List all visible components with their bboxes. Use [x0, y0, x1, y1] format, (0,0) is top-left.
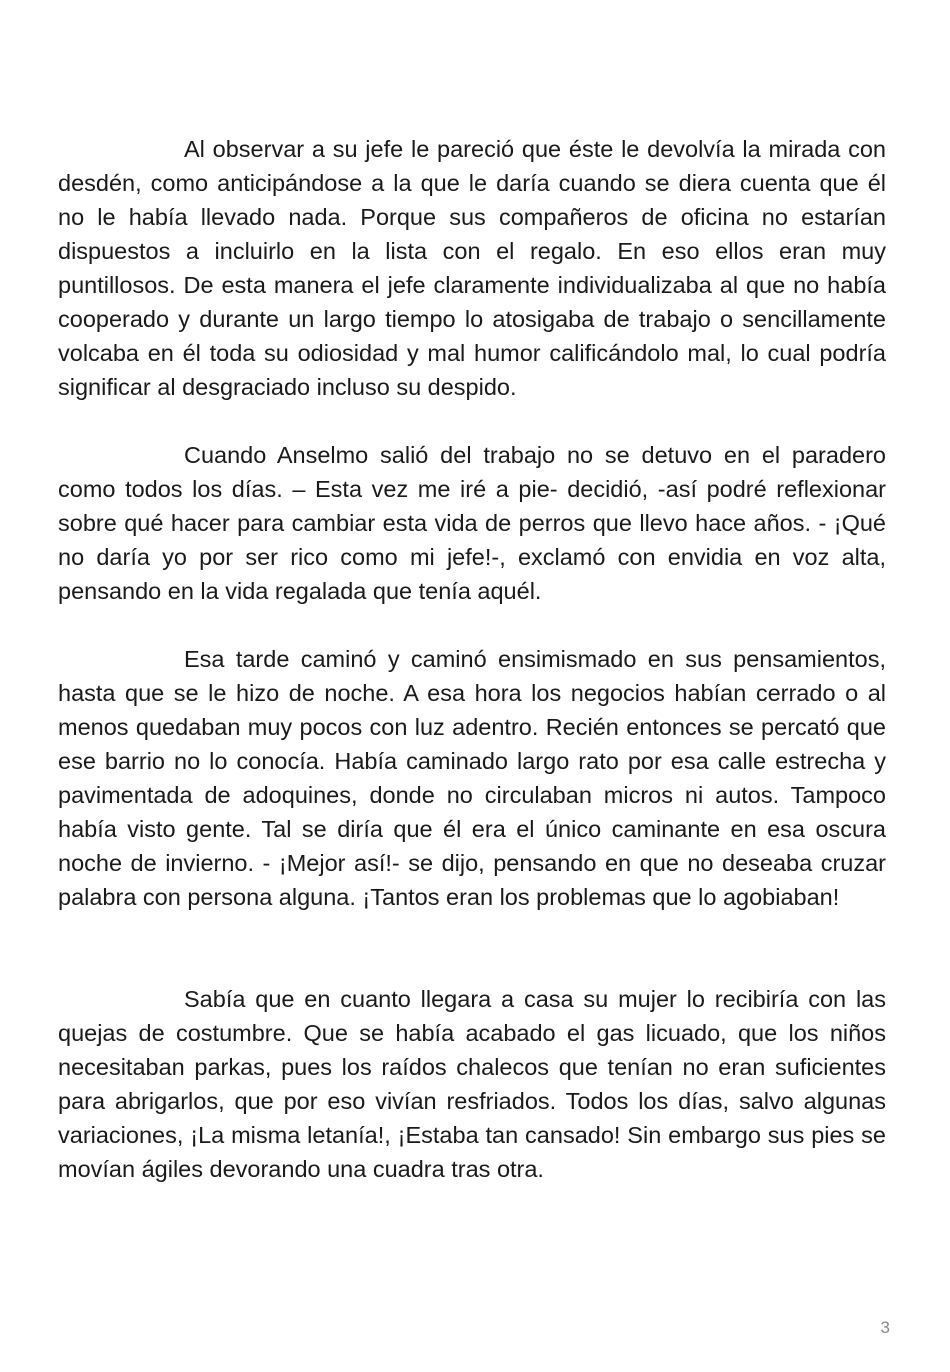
paragraph-3: Esa tarde caminó y caminó ensimismado en sus pensamientos, hasta que se le hizo de noche. A esa hora los negocios habían cerrado o al menos quedaban muy pocos con luz adentro. Recién entonces se percató que ese barrio no lo conocía. Había caminado largo rato por esa calle estrecha y pavimentada de adoquines, donde no circulaban micros ni autos. Tampoco había visto gente. Tal se diría que él era el único caminante en esa oscura noche de invierno. - ¡Mejor así!- se dijo, pensando en que no deseaba cruzar palabra con persona alguna. ¡Tantos eran los problemas que lo agobiaban!	[58, 646, 886, 910]
document-page	[58, 132, 886, 1186]
paragraph-2: Cuando Anselmo salió del trabajo no se detuvo en el paradero como todos los días. – Esta vez me iré a pie- decidió, -así podré reflexionar sobre qué hacer para cambiar esta vida de perros que llevo hace años. - ¡Qué no daría yo por ser rico como mi jefe!-, exclamó con envidia en voz alta, pensando en la vida regalada que tenía aquél.	[58, 442, 886, 604]
paragraph-4: Sabía que en cuanto llegara a casa su mujer lo recibiría con las quejas de costumbre. Que se había acabado el gas licuado, que los niños necesitaban parkas, pues los raídos chalecos que tenían no eran suficientes para abrigarlos, que por eso vivían resfriados. Todos los días, salvo algunas variaciones, ¡La misma letanía!, ¡Estaba tan cansado! Sin embargo sus pies se movían ágiles devorando una cuadra tras otra.	[58, 986, 886, 1182]
page-number: 3	[880, 1318, 890, 1337]
paragraph-1: Al observar a su jefe le pareció que éste le devolvía la mirada con desdén, como anticipándose a la que le daría cuando se diera cuenta que él no le había llevado nada. Porque sus compañeros de oficina no estarían dispuestos a incluirlo en la lista con el regalo. En eso ellos eran muy puntillosos. De esta manera el jefe claramente individualizaba al que no había cooperado y durante un largo tiempo lo atosigaba de trabajo o sencillamente volcaba en él toda su odiosidad y mal humor calificándolo mal, lo cual podría significar al desgraciado incluso su despido.	[58, 136, 886, 400]
